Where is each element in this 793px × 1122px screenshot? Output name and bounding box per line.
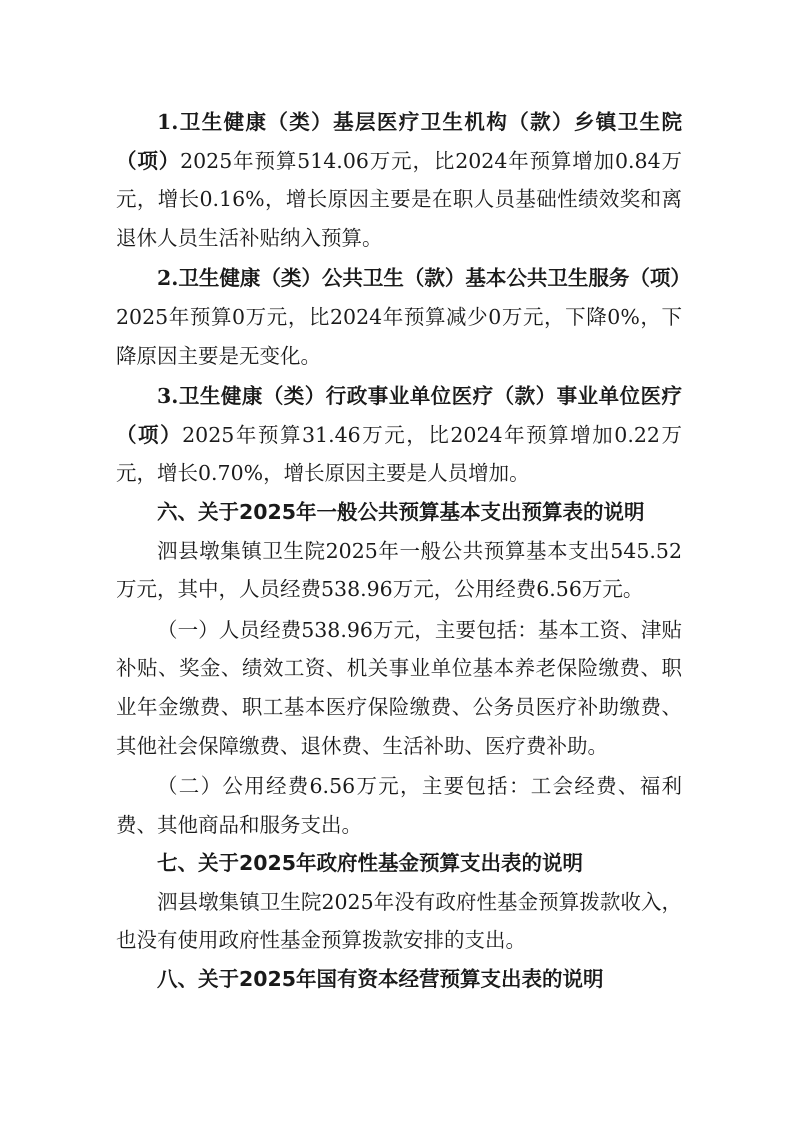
- item-1-title: 1.卫生健康（类）基层医疗卫生机构（款）乡镇卫生院（项）: [116, 110, 682, 173]
- section-6-sub-1: （一）人员经费538.96万元，主要包括：基本工资、津贴补贴、奖金、绩效工资、机关事业单位基本养老保险缴费、职业年金缴费、职工基本医疗保险缴费、公务员医疗补助缴费、其他社会保障缴费、退休费、生活补助、医疗费补助。: [116, 617, 682, 758]
- section-8-heading: 八、关于2025年国有资本经营预算支出表的说明: [157, 967, 604, 992]
- section-7-body: 泗县墩集镇卫生院2025年没有政府性基金预算拨款收入，也没有使用政府性基金预算拨款安排的支出。: [116, 889, 682, 953]
- section-7-heading: 七、关于2025年政府性基金预算支出表的说明: [157, 851, 584, 876]
- item-3-title: 3.卫生健康（类）行政事业单位医疗（款）事业单位医疗（项）: [116, 384, 682, 447]
- item-2-paragraph: [116, 259, 691, 375]
- section-6-sub-2: （二）公用经费6.56万元，主要包括：工会经费、福利费、其他商品和服务支出。: [116, 774, 682, 837]
- item-1-paragraph: [116, 103, 682, 257]
- document-page: [116, 103, 691, 999]
- item-1-body: 2025年预算514.06万元，比2024年预算增加0.84万元，增长0.16%，增长原因主要是在职人员基础性绩效奖和离退休人员生活补贴纳入预算。: [116, 148, 683, 250]
- item-2-title: 2.卫生健康（类）公共卫生（款）基本公共卫生服务（项）: [157, 266, 691, 291]
- section-6-heading: 六、关于2025年一般公共预算基本支出预算表的说明: [157, 499, 645, 524]
- section-6-intro: 泗县墩集镇卫生院2025年一般公共预算基本支出545.52万元，其中，人员经费538.96万元，公用经费6.56万元。: [116, 538, 682, 602]
- item-3-body: 2025年预算31.46万元，比2024年预算增加0.22万元，增长0.70%，增长原因主要是人员增加。: [116, 422, 682, 486]
- item-3-paragraph: [116, 377, 682, 493]
- item-2-body: 2025年预算0万元，比2024年预算减少0万元，下降0%，下降原因主要是无变化。: [116, 304, 682, 368]
